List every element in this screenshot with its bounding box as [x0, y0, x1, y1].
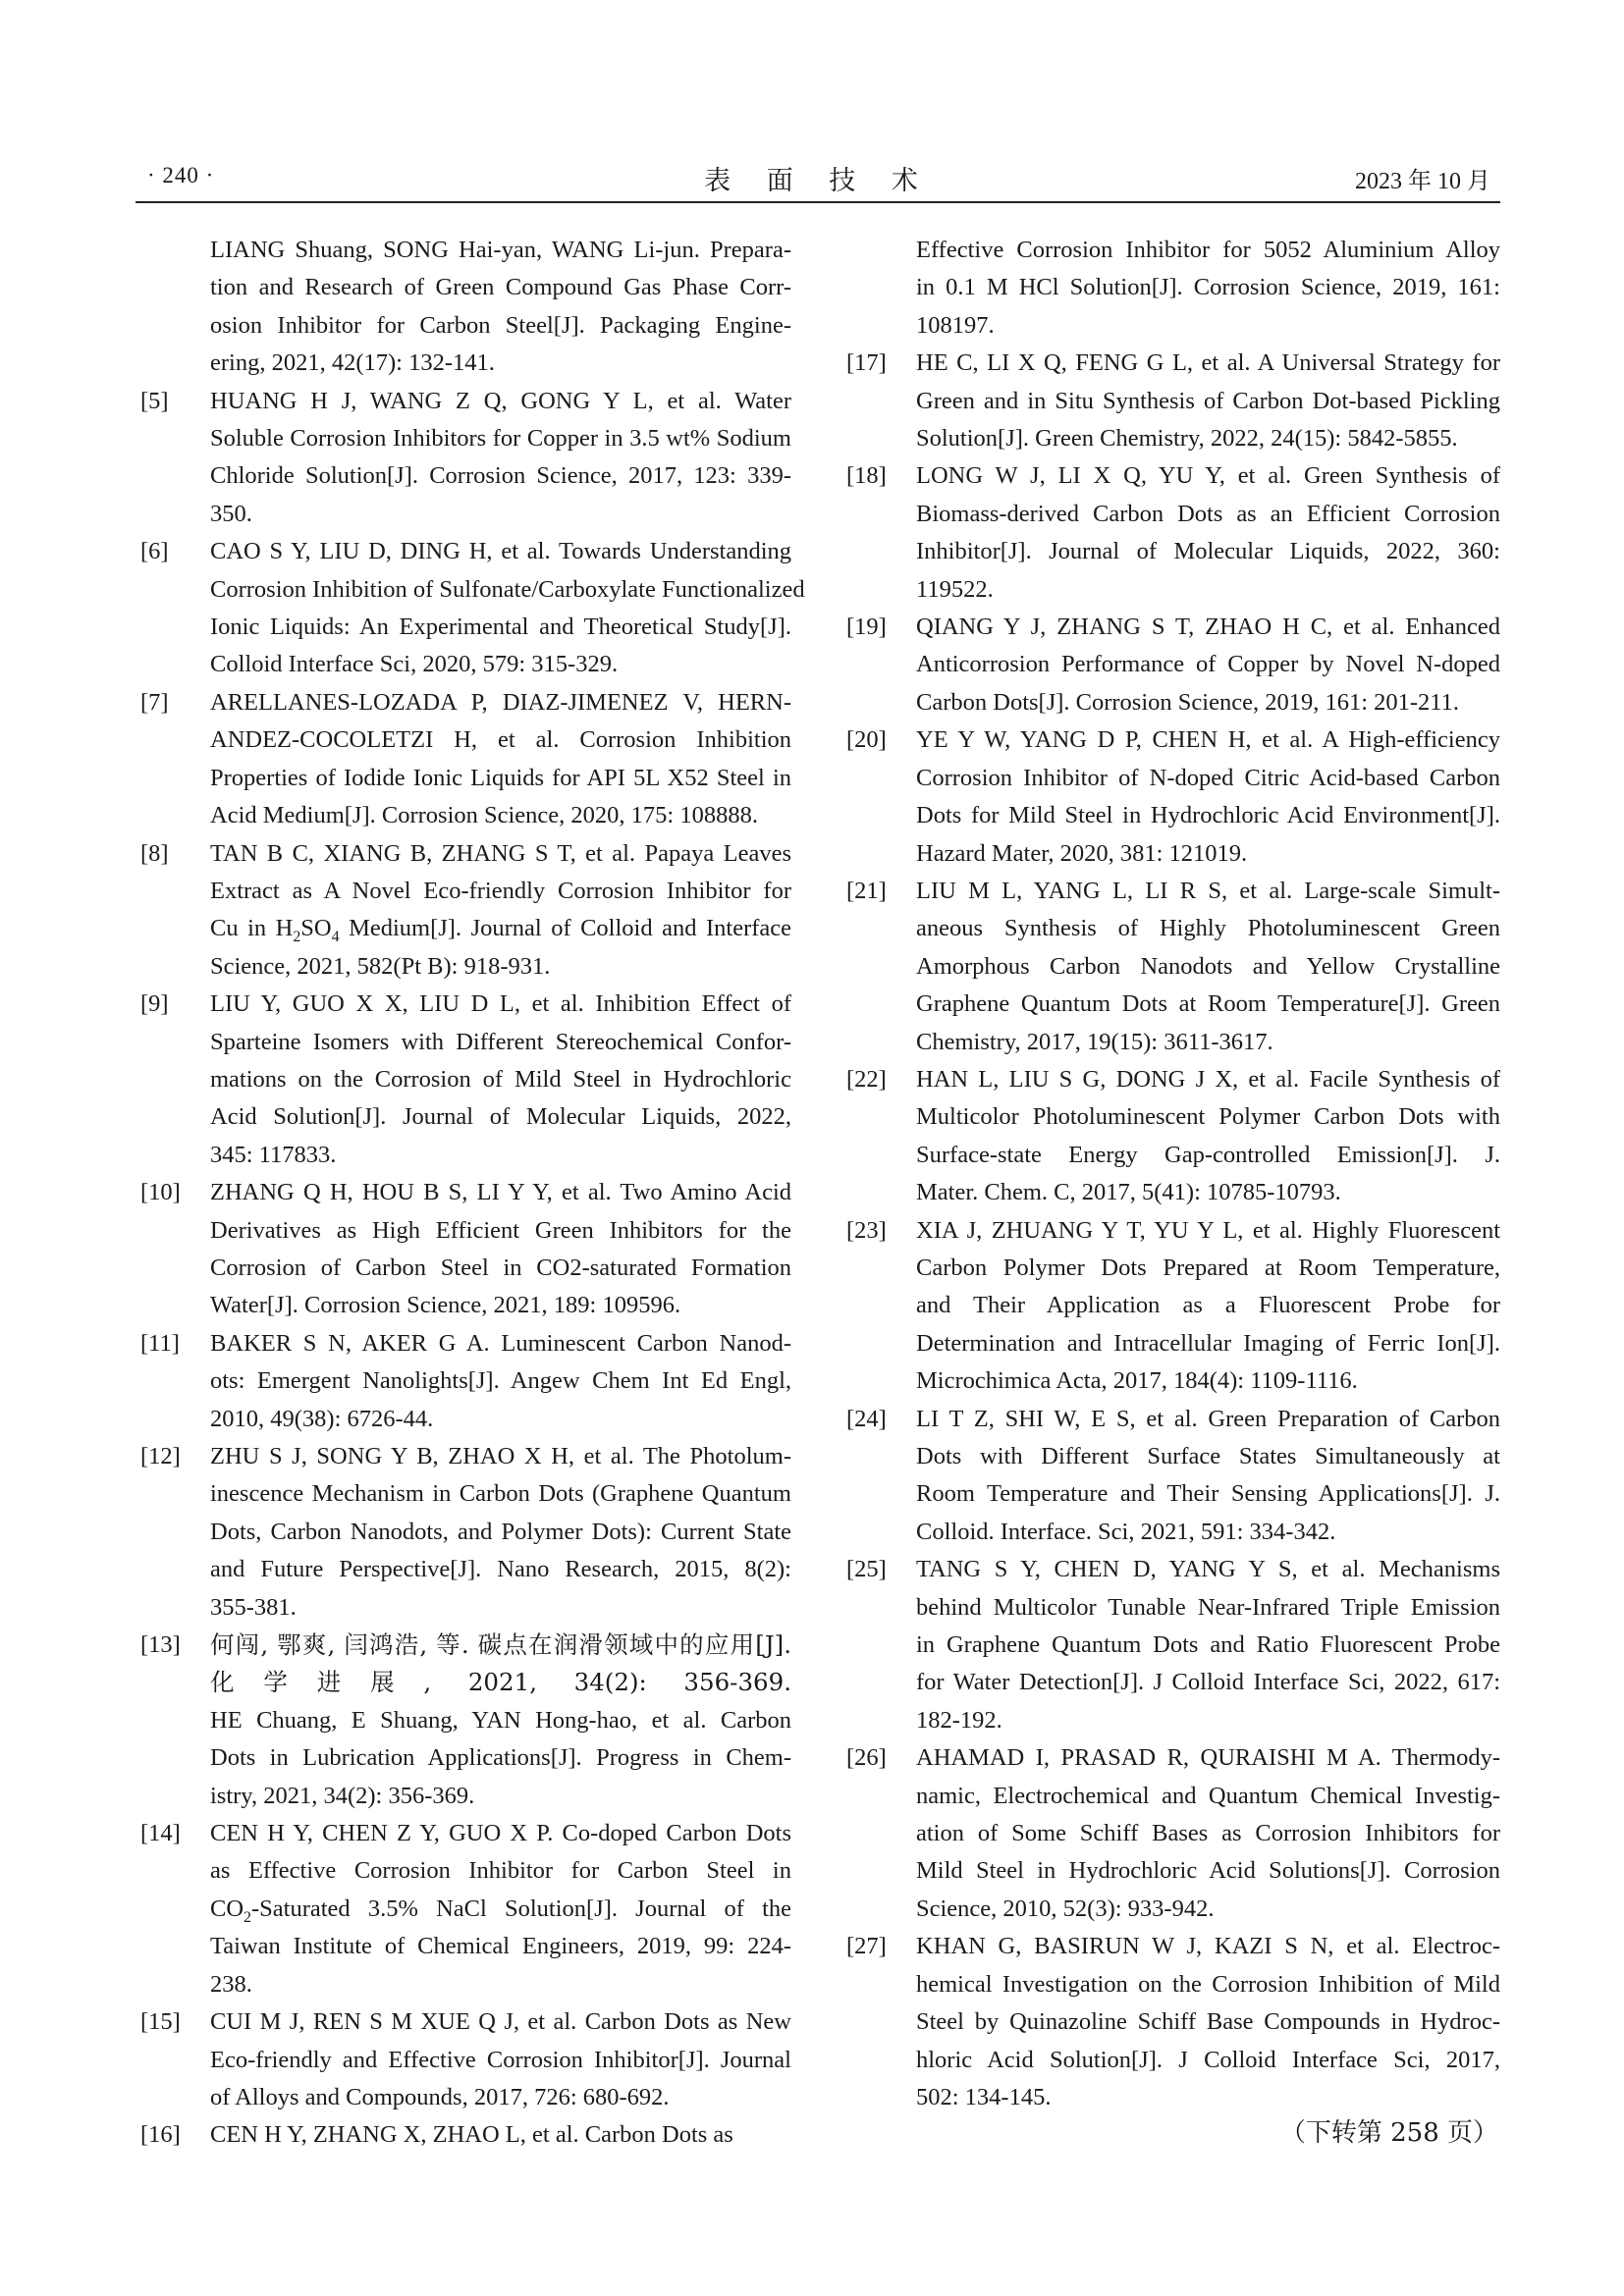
reference-line: Mild Steel in Hydrochloric Acid Solutions[J]. Corrosion: [916, 1857, 1500, 1885]
reference-line: Taiwan Institute of Chemical Engineers, 2019, 99: 224-: [210, 1933, 791, 1960]
reference-line: 化学进展, 2021, 34(2): 356-369.: [210, 1668, 791, 1697]
reference-entry: [140, 684, 791, 835]
reference-line: Chemistry, 2017, 19(15): 3611-3617.: [916, 1028, 1273, 1055]
reference-number: [9]: [140, 990, 169, 1018]
reference-line: ZHU S J, SONG Y B, ZHAO X H, et al. The Photolum-: [210, 1443, 791, 1469]
reference-line: TANG S Y, CHEN D, YANG Y S, et al. Mechanisms: [916, 1556, 1500, 1583]
right-column-references: [846, 232, 1500, 2116]
reference-line: in 0.1 M HCl Solution[J]. Corrosion Science, 2019, 161:: [916, 274, 1500, 301]
reference-entry: [846, 457, 1500, 609]
reference-line: HE Chuang, E Shuang, YAN Hong-hao, et al. Carbon: [210, 1706, 791, 1734]
reference-number: [27]: [846, 1933, 887, 1960]
reference-number: [22]: [846, 1065, 887, 1093]
reference-line: Dots in Lubrication Applications[J]. Progress in Chem-: [210, 1744, 791, 1772]
reference-entry: [846, 1401, 1500, 1552]
reference-line: Dots for Mild Steel in Hydrochloric Acid Environment[J].: [916, 802, 1500, 829]
reference-line: Cu in $H_2SO_4$ Medium[J]. Journal of Colloid and Interface: [210, 915, 792, 946]
reference-line: Green and in Situ Synthesis of Carbon Dot-based Pickling: [916, 387, 1500, 414]
reference-line: LIU M L, YANG L, LI R S, et al. Large-scale Simult-: [916, 877, 1500, 904]
header-divider: [135, 201, 1500, 203]
reference-line: and Future Perspective[J]. Nano Research, 2015, 8(2):: [210, 1556, 791, 1583]
reference-line: namic, Electrochemical and Quantum Chemical Investig-: [916, 1782, 1500, 1809]
reference-number: [18]: [846, 462, 887, 490]
reference-number: [23]: [846, 1216, 887, 1244]
reference-line: HUANG H J, WANG Z Q, GONG Y L, et al. Water: [210, 387, 791, 414]
reference-entry: [846, 1551, 1500, 1739]
reference-line: BAKER S N, AKER G A. Luminescent Carbon Nanod-: [210, 1329, 791, 1357]
reference-line: and Their Application as a Fluorescent Probe for: [916, 1292, 1500, 1319]
reference-line: AHAMAD I, PRASAD R, QURAISHI M A. Thermody-: [916, 1744, 1500, 1772]
reference-line: as Effective Corrosion Inhibitor for Carbon Steel in: [210, 1857, 791, 1885]
reference-line: ation of Some Schiff Bases as Corrosion Inhibitors for: [916, 1820, 1500, 1847]
reference-line: 345: 117833.: [210, 1141, 337, 1168]
reference-line: Chloride Solution[J]. Corrosion Science, 2017, 123: 339-: [210, 462, 791, 490]
reference-line: TAN B C, XIANG B, ZHANG S T, et al. Papaya Leaves: [210, 839, 791, 867]
reference-line: aneous Synthesis of Highly Photoluminescent Green: [916, 915, 1500, 942]
reference-line: Soluble Corrosion Inhibitors for Copper in 3.5 wt% Sodium: [210, 425, 791, 453]
reference-number: [10]: [140, 1179, 181, 1206]
reference-line: HE C, LI X Q, FENG G L, et al. A Universal Strategy for: [916, 349, 1500, 377]
journal-title: 表 面 技 术: [704, 166, 932, 196]
reference-entry: [140, 835, 791, 987]
reference-line: CEN H Y, CHEN Z Y, GUO X P. Co-doped Carbon Dots: [210, 1820, 791, 1847]
page-number: · 240 ·: [147, 163, 215, 187]
reference-line: Eco-friendly and Effective Corrosion Inhibitor[J]. Journal: [210, 2046, 791, 2073]
reference-entry: [846, 1928, 1500, 2116]
reference-line: Graphene Quantum Dots at Room Temperature[J]. Green: [916, 990, 1500, 1018]
reference-entry: [846, 1739, 1500, 1928]
reference-line: Effective Corrosion Inhibitor for 5052 Aluminium Alloy: [916, 237, 1500, 263]
reference-entry: [846, 1061, 1500, 1212]
reference-line: LONG W J, LI X Q, YU Y, et al. Green Synthesis of: [916, 462, 1500, 490]
reference-line: Microchimica Acta, 2017, 184(4): 1109-1116.: [916, 1367, 1358, 1395]
reference-number: [20]: [846, 726, 887, 754]
reference-number: [26]: [846, 1744, 887, 1772]
reference-number: [17]: [846, 349, 887, 377]
reference-number: [8]: [140, 839, 169, 867]
reference-line: Corrosion of Carbon Steel in CO2-saturated Formation: [210, 1254, 791, 1281]
reference-number: [12]: [140, 1443, 181, 1469]
reference-line: Multicolor Photoluminescent Polymer Carbon Dots with: [916, 1103, 1500, 1131]
reference-number: [24]: [846, 1405, 887, 1432]
reference-line: Ionic Liquids: An Experimental and Theoretical Study[J].: [210, 614, 791, 641]
reference-line: Determination and Intracellular Imaging of Ferric Ion[J].: [916, 1329, 1500, 1357]
reference-entry: [140, 2003, 791, 2116]
reference-line: Dots, Carbon Nanodots, and Polymer Dots): Current State: [210, 1518, 791, 1545]
reference-entry: [140, 1815, 791, 2003]
reference-line: Acid Medium[J]. Corrosion Science, 2020, 175: 108888.: [210, 802, 758, 829]
reference-line: CUI M J, REN S M XUE Q J, et al. Carbon Dots as New: [210, 2008, 791, 2036]
reference-line: LIANG Shuang, SONG Hai-yan, WANG Li-jun. Prepara-: [210, 237, 791, 263]
reference-line: Science, 2021, 582(Pt B): 918-931.: [210, 952, 551, 980]
reference-number: [19]: [846, 614, 887, 641]
reference-entry: [846, 873, 1500, 1061]
reference-line: Extract as A Novel Eco-friendly Corrosion Inhibitor for: [210, 877, 791, 904]
reference-number: [16]: [140, 2121, 181, 2149]
reference-entry: [140, 986, 791, 1174]
reference-line: Colloid Interface Sci, 2020, 579: 315-329.: [210, 651, 619, 678]
left-column-references: [140, 232, 805, 2155]
reference-line: ARELLANES-LOZADA P, DIAZ-JIMENEZ V, HERN-: [210, 688, 791, 716]
reference-line: Corrosion Inhibitor of N-doped Citric Acid-based Carbon: [916, 764, 1500, 791]
reference-entry: [140, 1325, 791, 1438]
reference-number: [7]: [140, 688, 169, 716]
reference-entry: [140, 1174, 791, 1325]
reference-line: in Graphene Quantum Dots and Ratio Fluorescent Probe: [916, 1631, 1500, 1659]
reference-line: inescence Mechanism in Carbon Dots (Graphene Quantum: [210, 1480, 791, 1508]
reference-line: ZHANG Q H, HOU B S, LI Y Y, et al. Two Amino Acid: [210, 1179, 791, 1206]
issue-date: 2023 年 10 月: [1355, 169, 1490, 194]
reference-line: Corrosion Inhibition of Sulfonate/Carboxylate Functionalized: [210, 575, 805, 603]
reference-line: 502: 134-145.: [916, 2083, 1052, 2110]
reference-entry: [846, 232, 1500, 345]
reference-line: Room Temperature and Their Sensing Applications[J]. J.: [916, 1480, 1500, 1508]
reference-line: ANDEZ-COCOLETZI H, et al. Corrosion Inhibition: [210, 726, 791, 754]
reference-entry: [846, 345, 1500, 457]
reference-line: CEN H Y, ZHANG X, ZHAO L, et al. Carbon Dots as: [210, 2121, 733, 2149]
reference-entry: [140, 2116, 791, 2154]
reference-entry: [140, 1627, 791, 1815]
reference-entry: [846, 609, 1500, 721]
reference-line: Water[J]. Corrosion Science, 2021, 189: 109596.: [210, 1292, 681, 1319]
reference-line: 2010, 49(38): 6726-44.: [210, 1405, 434, 1432]
continued-on-note: （下转第 258 页）: [1279, 2118, 1498, 2148]
reference-line: Carbon Dots[J]. Corrosion Science, 2019, 161: 201-211.: [916, 688, 1459, 716]
reference-line: Dots with Different Surface States Simultaneously at: [916, 1443, 1500, 1469]
reference-entry: [846, 1212, 1500, 1401]
reference-line: LIU Y, GUO X X, LIU D L, et al. Inhibition Effect of: [210, 990, 791, 1018]
reference-line: CAO S Y, LIU D, DING H, et al. Towards Understanding: [210, 538, 791, 565]
reference-number: [25]: [846, 1556, 887, 1583]
reference-line: ots: Emergent Nanolights[J]. Angew Chem Int Ed Engl,: [210, 1367, 791, 1395]
reference-line: QIANG Y J, ZHANG S T, ZHAO H C, et al. Enhanced: [916, 614, 1500, 641]
reference-line: LI T Z, SHI W, E S, et al. Green Preparation of Carbon: [916, 1405, 1500, 1432]
reference-line: KHAN G, BASIRUN W J, KAZI S N, et al. Electroc-: [916, 1933, 1500, 1960]
reference-line: $CO_2$-Saturated 3.5% NaCl Solution[J]. Journal of the: [210, 1895, 791, 1926]
reference-line: hemical Investigation on the Corrosion Inhibition of Mild: [916, 1970, 1500, 1998]
reference-line: 119522.: [916, 575, 994, 603]
reference-line: 何闯, 鄂爽, 闫鸿浩, 等. 碳点在润滑领域中的应用[J].: [210, 1630, 791, 1660]
reference-number: [5]: [140, 387, 169, 414]
reference-number: [14]: [140, 1820, 181, 1847]
reference-line: Derivatives as High Efficient Green Inhibitors for the: [210, 1216, 791, 1244]
reference-number: [13]: [140, 1631, 181, 1659]
reference-line: 182-192.: [916, 1706, 1002, 1734]
reference-entry: [140, 383, 791, 534]
reference-line: Surface-state Energy Gap-controlled Emission[J]. J.: [916, 1141, 1500, 1168]
reference-number: [15]: [140, 2008, 181, 2036]
reference-line: Acid Solution[J]. Journal of Molecular Liquids, 2022,: [210, 1103, 791, 1131]
reference-line: istry, 2021, 34(2): 356-369.: [210, 1782, 475, 1809]
reference-line: Science, 2010, 52(3): 933-942.: [916, 1895, 1215, 1922]
reference-line: Colloid. Interface. Sci, 2021, 591: 334-342.: [916, 1518, 1336, 1545]
reference-line: Hazard Mater, 2020, 381: 121019.: [916, 839, 1248, 867]
reference-line: behind Multicolor Tunable Near-Infrared Triple Emission: [916, 1593, 1500, 1621]
reference-line: ering, 2021, 42(17): 132-141.: [210, 349, 495, 377]
reference-entry: [140, 533, 805, 684]
reference-line: tion and Research of Green Compound Gas Phase Corr-: [210, 274, 791, 301]
reference-line: Biomass-derived Carbon Dots as an Efficient Corrosion: [916, 500, 1500, 527]
reference-line: Solution[J]. Green Chemistry, 2022, 24(15): 5842-5855.: [916, 425, 1458, 453]
reference-line: HAN L, LIU S G, DONG J X, et al. Facile Synthesis of: [916, 1065, 1500, 1093]
reference-line: hloric Acid Solution[J]. J Colloid Interface Sci, 2017,: [916, 2046, 1500, 2073]
reference-line: of Alloys and Compounds, 2017, 726: 680-692.: [210, 2083, 670, 2110]
reference-number: [21]: [846, 877, 887, 904]
reference-number: [11]: [140, 1329, 180, 1357]
reference-line: Mater. Chem. C, 2017, 5(41): 10785-10793.: [916, 1179, 1341, 1206]
reference-entry: [140, 232, 791, 383]
reference-line: 238.: [210, 1970, 252, 1998]
reference-line: Sparteine Isomers with Different Stereochemical Confor-: [210, 1028, 791, 1055]
reference-line: 108197.: [916, 311, 995, 339]
reference-line: YE Y W, YANG D P, CHEN H, et al. A High-efficiency: [916, 726, 1500, 754]
reference-line: 350.: [210, 500, 252, 527]
reference-line: Carbon Polymer Dots Prepared at Room Temperature,: [916, 1254, 1500, 1281]
reference-line: XIA J, ZHUANG Y T, YU Y L, et al. Highly Fluorescent: [916, 1216, 1500, 1244]
reference-number: [6]: [140, 538, 169, 565]
reference-line: Steel by Quinazoline Schiff Base Compounds in Hydroc-: [916, 2008, 1500, 2036]
reference-entry: [140, 1438, 791, 1627]
reference-line: for Water Detection[J]. J Colloid Interface Sci, 2022, 617:: [916, 1669, 1500, 1696]
reference-line: mations on the Corrosion of Mild Steel in Hydrochloric: [210, 1065, 791, 1093]
reference-line: Amorphous Carbon Nanodots and Yellow Crystalline: [916, 952, 1500, 980]
reference-line: osion Inhibitor for Carbon Steel[J]. Packaging Engine-: [210, 311, 791, 339]
reference-line: Inhibitor[J]. Journal of Molecular Liquids, 2022, 360:: [916, 538, 1500, 565]
reference-line: Properties of Iodide Ionic Liquids for API 5L X52 Steel in: [210, 764, 791, 791]
reference-line: Anticorrosion Performance of Copper by Novel N-doped: [916, 651, 1500, 678]
running-header: [135, 157, 1500, 200]
reference-entry: [846, 721, 1500, 873]
reference-line: 355-381.: [210, 1593, 297, 1621]
